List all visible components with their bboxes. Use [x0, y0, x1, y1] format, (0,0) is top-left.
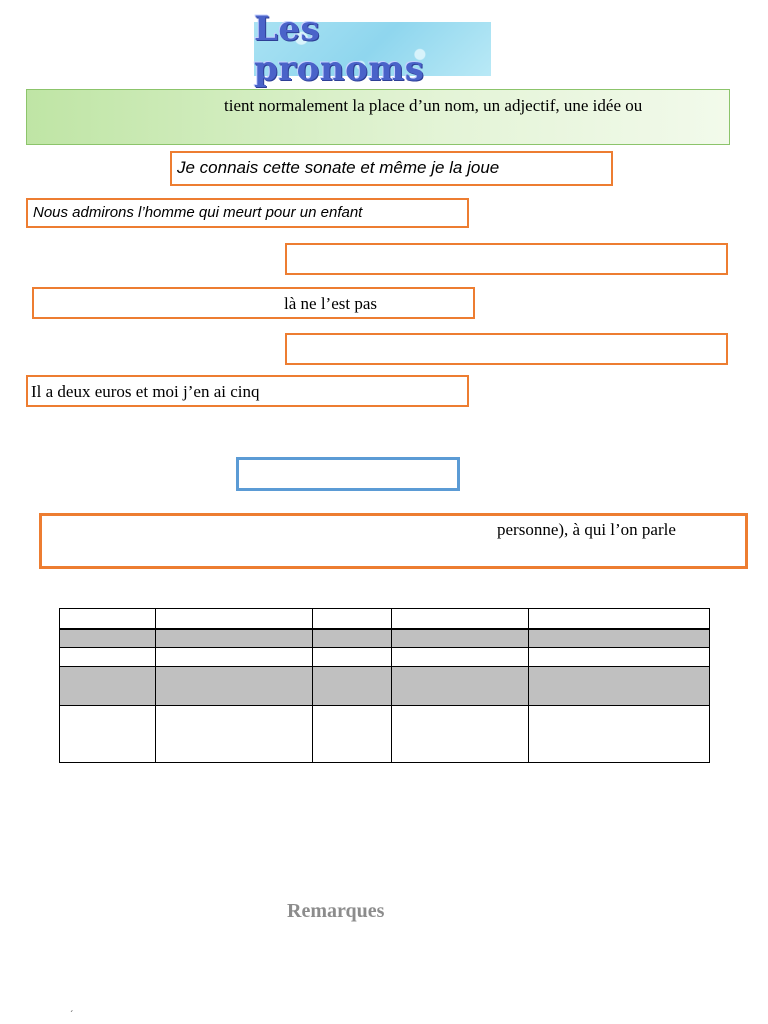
example-text-1: Je connais cette sonate et même je la joue — [177, 158, 500, 177]
table-cell — [529, 706, 710, 763]
table-cell — [60, 609, 156, 630]
table-cell — [313, 609, 392, 630]
table-cell — [156, 629, 313, 648]
example-box-1 — [170, 151, 613, 186]
table-cell — [529, 609, 710, 630]
empty-box-b — [285, 333, 728, 365]
personal-pronoun-text: personne), à qui l’on parle — [497, 520, 676, 539]
table-cell — [392, 609, 529, 630]
table-cell — [392, 648, 529, 667]
table-cell — [392, 667, 529, 706]
pronoun-table — [59, 608, 709, 762]
table-cell — [60, 667, 156, 706]
empty-box-a — [285, 243, 728, 275]
table-cell — [156, 706, 313, 763]
table-cell — [313, 629, 392, 648]
title-banner — [254, 9, 491, 89]
table-cell — [529, 667, 710, 706]
footer-mark: ´ — [70, 1010, 74, 1021]
table-cell — [156, 667, 313, 706]
definition-box — [26, 89, 730, 145]
example-text-4: Il a deux euros et moi j’en ai cinq — [31, 382, 260, 401]
example-box-4 — [26, 375, 469, 407]
table-cell — [529, 648, 710, 667]
table-cell — [60, 648, 156, 667]
table-cell — [60, 629, 156, 648]
example-text-3: là ne l’est pas — [284, 294, 377, 313]
example-text-2: Nous admirons l’homme qui meurt pour un enfant — [33, 204, 363, 221]
remarques-heading: Remarques — [287, 900, 385, 922]
page-title: Les pronoms — [254, 9, 425, 89]
table-cell — [156, 609, 313, 630]
personal-pronoun-box — [39, 513, 748, 569]
definition-text: tient normalement la place d’un nom, un adjectif, une idée ou — [224, 96, 643, 115]
table-cell — [392, 706, 529, 763]
example-box-3 — [32, 287, 475, 319]
table-cell — [156, 648, 313, 667]
table-row — [60, 648, 710, 667]
table-row — [60, 667, 710, 706]
table-row — [60, 629, 710, 648]
table-row — [60, 609, 710, 630]
pronoun-grid — [59, 608, 710, 763]
table-cell — [313, 648, 392, 667]
section-heading-box — [236, 457, 460, 491]
table-cell — [392, 629, 529, 648]
table-cell — [313, 667, 392, 706]
table-cell — [60, 706, 156, 763]
example-box-2 — [26, 198, 469, 228]
table-row — [60, 706, 710, 763]
table-cell — [529, 629, 710, 648]
table-cell — [313, 706, 392, 763]
